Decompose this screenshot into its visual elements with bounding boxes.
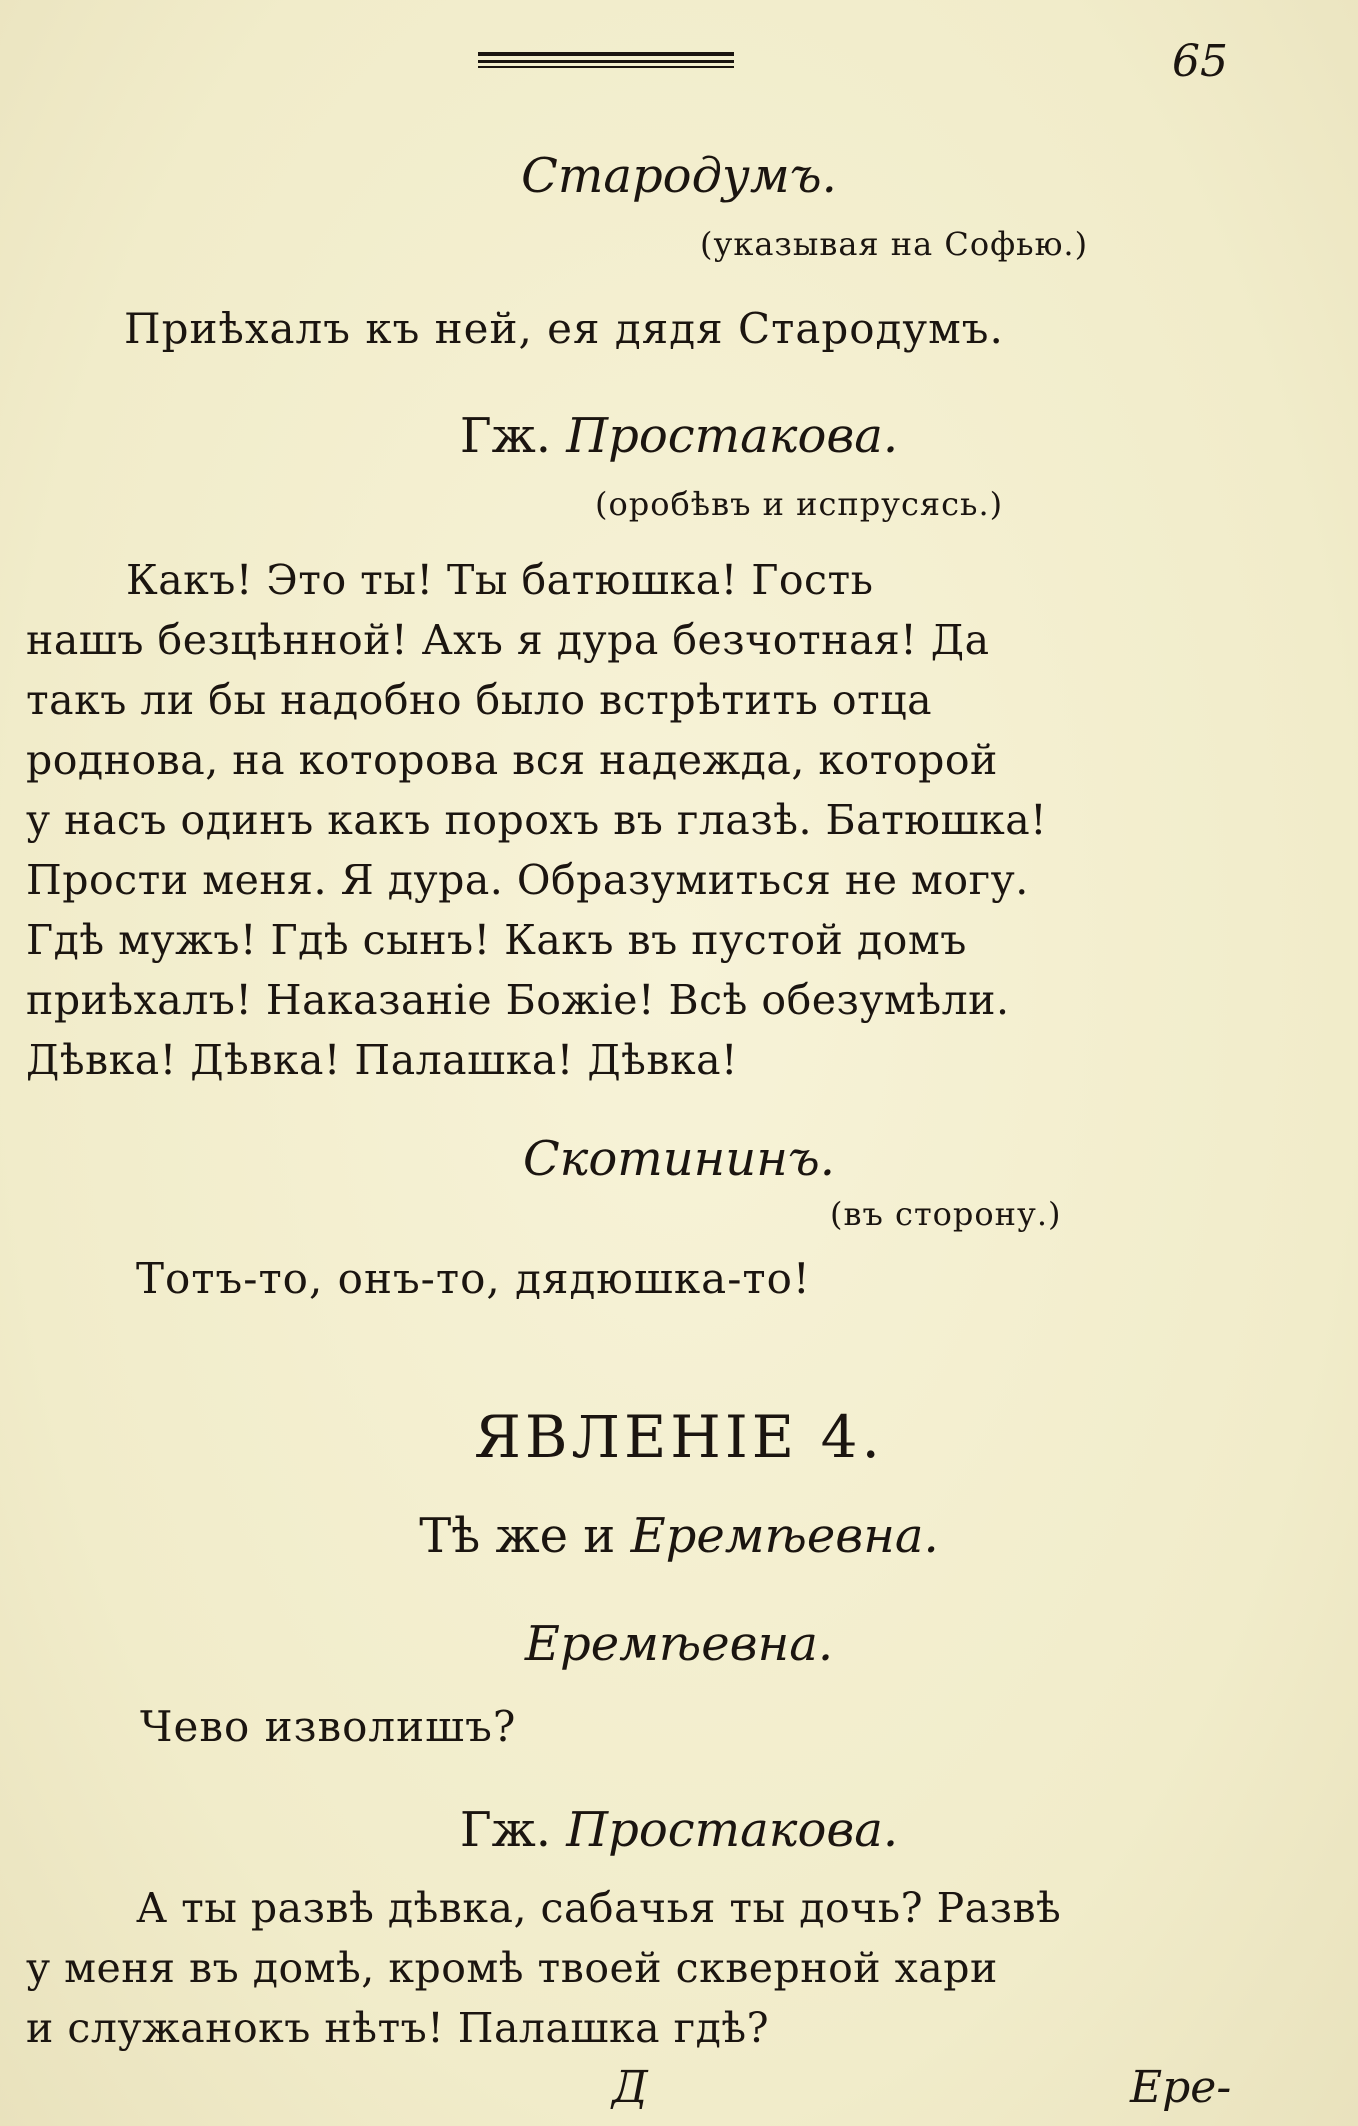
ornament-rule-line [478,66,734,68]
prostakova-speech-2 [26,1878,1230,2058]
speaker-prostakova-2 [0,1802,1358,1858]
speaker-name: Простакова. [566,1802,899,1858]
header-ornament-rule [478,52,734,68]
speech-line: Дѣвка! Дѣвка! Палашка! Дѣвка! [26,1036,739,1084]
speech-line: нашъ безцѣнной! Ахъ я дура безчотная! Да [26,616,990,664]
speech-line: и служанокъ нѣтъ! Палашка гдѣ? [26,2004,770,2052]
speech-line: приѣхалъ! Наказаніе Божіе! Всѣ обезумѣли. [26,976,1010,1024]
catchword: Ере- [1130,2062,1232,2113]
speech-line: А ты развѣ дѣвка, сабачья ты дочь? Развѣ [136,1884,1062,1932]
scene-cast [0,1508,1358,1564]
speaker-prostakova [0,408,1358,464]
ornament-rule-line [478,52,734,56]
speech-line: такъ ли бы надобно было встрѣтить отца [26,676,933,724]
starodum-line: Приѣхалъ къ ней, ея дядя Стародумъ. [124,304,1004,353]
scene-cast-name: Еремѣевна. [630,1508,939,1564]
ornament-rule-line [478,60,734,63]
speech-line: Какъ! Это ты! Ты батюшка! Гость [126,556,874,604]
scene-heading: ЯВЛЕНІЕ 4. [474,1403,884,1471]
page-number: 65 [1172,36,1228,87]
speech-line: роднова, на которова вся надежда, которой [26,736,998,784]
speech-line: Гдѣ мужъ! Гдѣ сынъ! Какъ въ пустой домъ [26,916,967,964]
speech-line: Прости меня. Я дура. Образумиться не могу. [26,856,1029,904]
speaker-name: Простакова. [566,408,899,464]
stage-direction-starodum: (указывая на Софью.) [700,225,1089,263]
stage-direction-prostakova: (оробѣвъ и испрусясь.) [595,485,1004,523]
prostakova-speech [26,550,1230,1090]
speech-line: у насъ одинъ какъ порохъ въ глазѣ. Батюшка! [26,796,1048,844]
speech-line: у меня въ домѣ, кромѣ твоей скверной хари [26,1944,998,1992]
speaker-prefix: Гж. [459,408,567,464]
stage-direction-skotinin: (въ сторону.) [830,1195,1062,1233]
speaker-starodum: Стародумъ. [521,148,837,204]
scene-cast-plain: Тѣ же и [419,1508,631,1564]
skotinin-line: Тотъ-то, онъ-то, дядюшка-то! [136,1254,811,1303]
eremeevna-line: Чево изволишъ? [140,1702,517,1751]
speaker-eremeevna: Еремѣевна. [524,1616,834,1672]
speaker-prefix: Гж. [459,1802,567,1858]
signature-mark: Д [612,2062,648,2113]
speaker-skotinin: Скотининъ. [522,1131,836,1187]
